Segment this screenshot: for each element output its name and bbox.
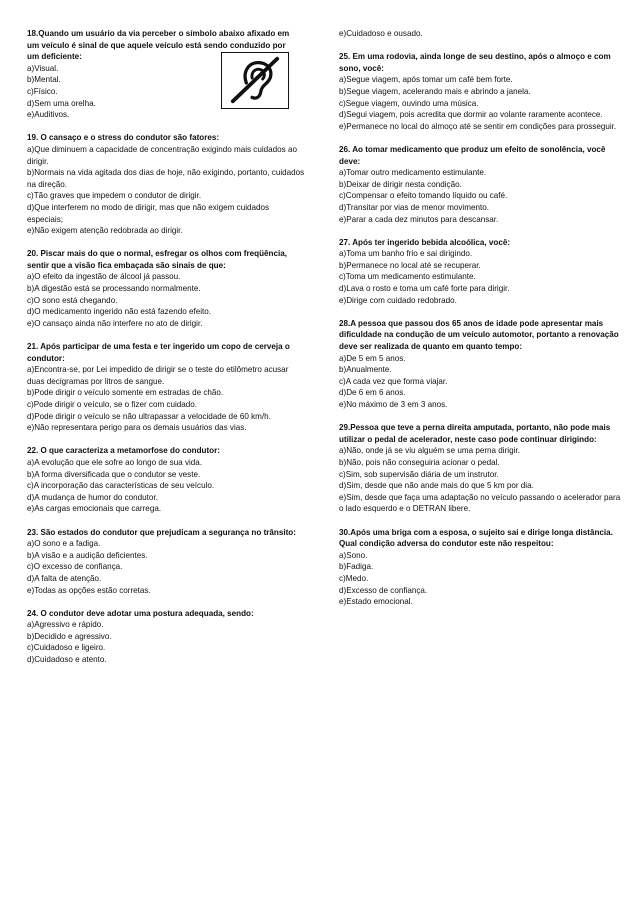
question-22-option-b: b)A forma diversificada que o condutor se veste. [27,469,201,479]
question-30-option-b: b)Fadiga. [339,562,374,572]
question-19-option-c: c)Tão graves que impedem o condutor de dirigir. [27,191,202,201]
question-28-option-b: b)Anualmente. [339,365,392,375]
question-22-option-d: d)A mudança de humor do condutor. [27,492,158,502]
question-19-option-b: b)Normais na vida agitada dos dias de hoje, não exigindo, portanto, cuidados na direção. [27,168,305,189]
question-23-option-c: c)O excesso de confiança. [27,562,123,572]
question-28-option-c: c)A cada vez que forma viajar. [339,376,448,386]
question-24-option-d: d)Cuidadoso e atento. [27,655,107,665]
question-29-option-a: a)Não, onde já se viu alguém se uma perna dirigir. [339,446,520,456]
question-19-option-e: e)Não exigem atenção redobrada ao dirigir. [27,226,183,236]
question-20-option-a: a)O efeito da ingestão de álcool já passou. [27,272,181,282]
question-20-stem: 20. Piscar mais do que o normal, esfregar os olhos com freqüência, sentir que a visão fica embaçada são sinais de que: [27,249,287,270]
question-29-stem: 29.Pessoa que teve a perna direita amputada, portanto, não pode mais utilizar o pedal de acelerador, neste caso pode continuar dirigindo: [339,423,611,444]
question-26-option-d: d)Transitar por vias de menor movimento. [339,202,489,212]
right-column [339,28,621,619]
question-22-option-a: a)A evolução que ele sofre ao longo de sua vida. [27,457,203,467]
question-27 [339,237,621,307]
question-23-option-e: e)Todas as opções estão corretas. [27,585,151,595]
question-23-option-d: d)A falta de atenção. [27,573,102,583]
question-26 [339,144,621,225]
question-30-option-a: a)Sono. [339,550,368,560]
question-18-option-e: e)Auditivos. [27,110,70,120]
question-28-option-d: d)De 6 em 6 anos. [339,388,406,398]
question-26-option-b: b)Deixar de dirigir nesta condição. [339,179,462,189]
question-23-option-a: a)O sono e a fadiga. [27,539,101,549]
question-27-option-d: d)Lava o rosto e toma um café forte para dirigir. [339,284,510,294]
question-19 [27,132,307,236]
question-24-option-a: a)Agressivo e rápido. [27,620,104,630]
question-24-option-b: b)Decidido e agressivo. [27,631,112,641]
question-21-option-e: e)Não representara perigo para os demais usuários das vias. [27,423,247,433]
question-29-option-c: c)Sim, sob supervisão diária de um instrutor. [339,469,499,479]
question-21-option-b: b)Pode dirigir o veículo somente em estradas de chão. [27,388,224,398]
question-21-option-a: a)Encontra-se, por Lei impedido de dirigir se o teste do etilômetro acusar duas decigramas por litros de sangue. [27,365,289,386]
question-18-option-a: a)Visual. [27,63,59,73]
question-20-option-b: b)A digestão está se processando normalmente. [27,284,201,294]
question-21 [27,341,307,434]
deaf-symbol-icon [221,52,289,109]
question-24-option-e: e)Cuidadoso e ousado. [339,29,423,38]
question-22-option-e: e)As cargas emocionais que carrega. [27,504,162,514]
question-28-option-a: a)De 5 em 5 anos. [339,353,406,363]
question-28-option-e: e)No máximo de 3 em 3 anos. [339,400,448,409]
question-27-option-e: e)Dirige com cuidado redobrado. [339,295,457,305]
question-24 [27,608,307,666]
question-18-option-c: c)Físico. [27,86,58,96]
question-20-option-c: c)O sono está chegando. [27,295,118,305]
left-column [27,28,307,677]
question-28-stem: 28.A pessoa que passou dos 65 anos de idade pode apresentar mais dificuldade na condução de um veículo automotor, portanto a renovação deve ser realizada de quanto em quanto tempo: [339,318,619,352]
question-20-option-d: d)O medicamento ingerido não está fazendo efeito. [27,307,212,317]
question-23-option-b: b)A visão e a audição deficientes. [27,550,148,560]
question-26-stem: 26. Ao tomar medicamento que produz um efeito de sonolência, você deve: [339,144,606,166]
question-23-stem: 23. São estados do condutor que prejudicam a segurança no trânsito: [27,527,296,537]
question-26-option-c: c)Compensar o efeito tomando líquido ou café. [339,191,508,201]
question-22-option-c: c)A incorporação das características de seu veículo. [27,481,215,491]
question-20-option-e: e)O cansaço ainda não interfere no ato de dirigir. [27,318,203,328]
question-22-stem: 22. O que caracteriza a metamorfose do condutor: [27,446,220,456]
question-26-option-e: e)Parar a cada dez minutos para descansar. [339,214,499,224]
question-19-option-a: a)Que diminuem a capacidade de concentração exigindo mais cuidados ao dirigir. [27,144,297,166]
question-19-option-d: d)Que interferem no modo de dirigir, mas que não exigem cuidados especiais; [27,202,270,224]
question-18 [27,28,307,121]
question-27-option-b: b)Permanece no local até se recuperar. [339,260,481,270]
question-27-stem: 27. Após ter ingerido bebida alcoólica, você: [339,237,511,247]
question-30-option-d: d)Excesso de confiança. [339,585,428,595]
question-22 [27,445,307,515]
question-30-option-e: e)Estado emocional. [339,597,413,607]
question-18-option-b: b)Mental. [27,75,61,85]
question-19-stem: 19. O cansaço e o stress do condutor são fatores: [27,133,220,143]
question-29-option-e: e)Sim, desde que faça uma adaptação no veículo passando o acelerador para o lado esquerdo e o DETRAN libere. [339,492,621,514]
question-24-stem: 24. O condutor deve adotar uma postura adequada, sendo: [27,608,254,618]
question-25-option-b: b)Segue viagem, acelerando mais e abrindo a janela. [339,86,531,96]
question-27-option-a: a)Toma um banho frio e sai dirigindo. [339,249,473,259]
question-27-option-c: c)Toma um medicamento estimulante. [339,272,476,282]
question-24-continued [339,28,621,40]
question-20 [27,248,307,329]
question-25-option-c: c)Segue viagem, ouvindo uma música. [339,98,479,108]
question-30-option-c: c)Medo. [339,573,369,583]
question-28 [339,318,621,411]
question-25 [339,51,621,132]
question-25-option-e: e)Permanece no local do almoço até se sentir em condições para prosseguir. [339,121,617,131]
question-26-option-a: a)Tomar outro medicamento estimulante. [339,168,487,178]
question-18-stem: 18.Quando um usuário da via perceber o símbolo abaixo afixado em um veículo é sinal de que aquele veículo está sendo conduzido por um deficiente: [27,29,290,62]
question-23 [27,527,307,597]
question-21-stem: 21. Após participar de uma festa e ter ingerido um copo de cerveja o condutor: [27,342,290,363]
question-18-option-d: d)Sem uma orelha. [27,98,96,108]
question-29 [339,422,621,515]
question-30 [339,527,621,608]
question-29-option-b: b)Não, pois não conseguiria acionar o pedal. [339,457,500,467]
question-29-option-d: d)Sim, desde que não ande mais do que 5 km por dia. [339,481,534,491]
question-24-option-c: c)Cuidadoso e ligeiro. [27,643,106,653]
question-21-option-c: c)Pode dirigir o veículo, se o fizer com cuidado. [27,400,198,409]
question-30-stem: 30.Após uma briga com a esposa, o sujeito sai e dirige longa distância. Qual condição adversa do condutor este não respeitou: [339,527,613,549]
question-25-option-a: a)Segue viagem, após tomar um café bem forte. [339,75,513,85]
question-25-stem: 25. Em uma rodovia, ainda longe de seu destino, após o almoço e com sono, você: [339,52,611,73]
question-21-option-d: d)Pode dirigir o veículo se não ultrapassar a velocidade de 60 km/h. [27,411,271,421]
question-25-option-d: d)Segui viagem, pois acredita que dormir ao volante raramente acontece. [339,110,603,120]
